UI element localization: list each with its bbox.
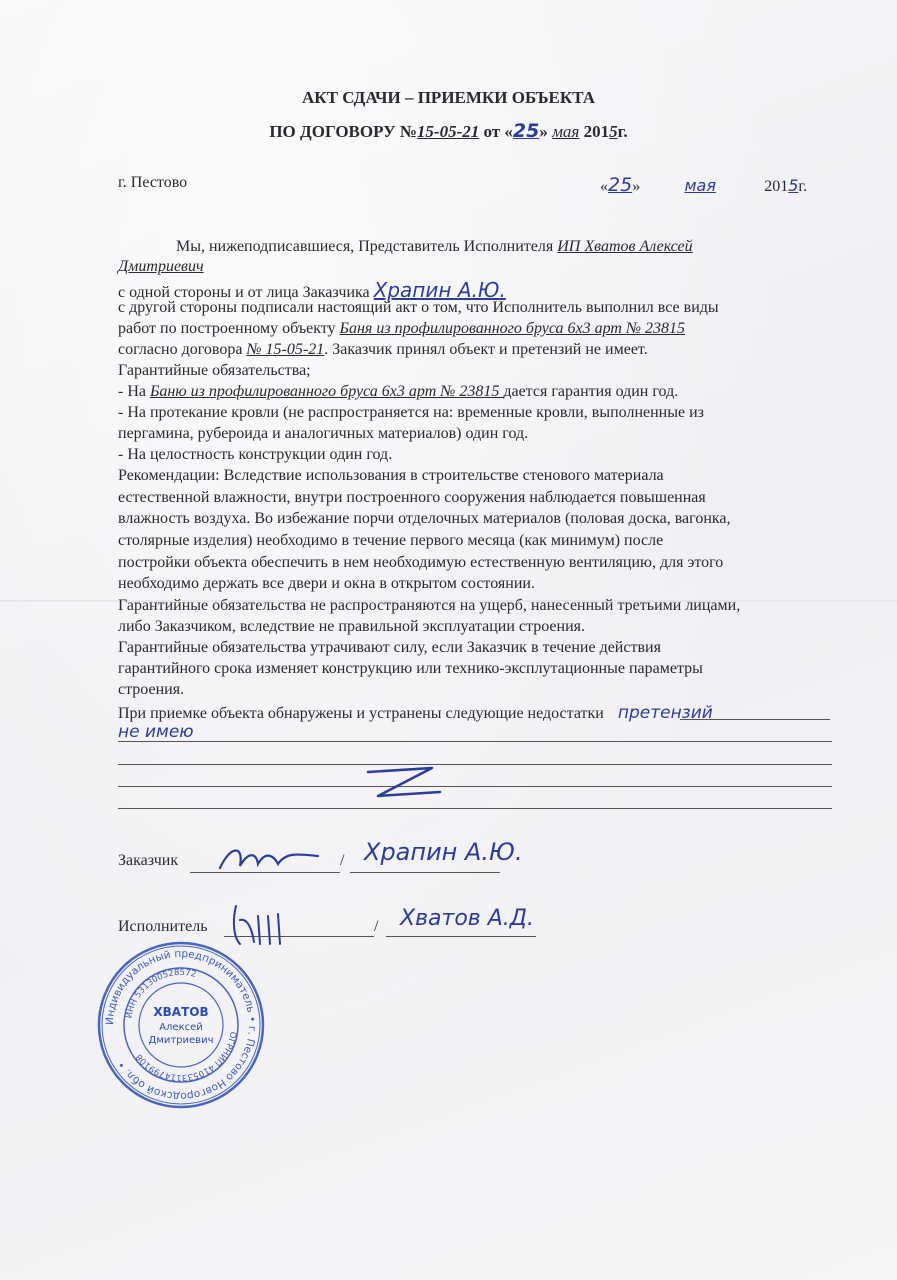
- text-customer-side: с одной стороны и от лица Заказчика: [118, 284, 374, 301]
- body-line-20: Гарантийные обязательства утрачивают силу, если Заказчик в течение действия: [118, 639, 661, 656]
- defects-rule-1: [118, 741, 832, 742]
- text-defects: При приемке объекта обнаружены и устранены следующие недостатки: [118, 705, 604, 722]
- body-line-8: [118, 383, 678, 401]
- contract-year-suffix: 5: [609, 122, 618, 141]
- stamp-patronymic: Дмитриевич: [148, 1035, 214, 1046]
- text-accepted: . Заказчик принял объект и претензий не имеет.: [324, 341, 648, 358]
- contract-month: мая: [552, 122, 580, 141]
- date-year-prefix: 201: [764, 178, 789, 195]
- body-line-16: постройки объекта обеспечить в нем необходимую естественную вентиляцию, для этого: [118, 554, 724, 571]
- date-day: 25: [608, 174, 633, 196]
- contractor-label: Исполнитель: [118, 918, 208, 935]
- customer-name-handwritten: Храпин А.Ю.: [373, 278, 506, 302]
- customer-signature: [214, 838, 324, 878]
- body-line-22: строения.: [118, 681, 185, 698]
- body-line-14: влажность воздуха. Во избежание порчи отделочных материалов (половая доска, вагонка,: [118, 510, 731, 527]
- contract-year-prefix: 201: [579, 122, 610, 141]
- object-name: Баня из профилированного бруса 6х3 арт № 23815: [339, 320, 686, 337]
- body-line-1: [176, 238, 693, 256]
- company-stamp: [96, 940, 266, 1110]
- body-line-13: естественной влажности, внутри построенного сооружения наблюдается повышенная: [118, 489, 706, 506]
- text-on: - На: [118, 383, 150, 400]
- text-representative: Мы, нижеподписавшиеся, Представитель Исполнителя: [176, 238, 558, 255]
- contract-ref: № 15-05-21: [246, 341, 325, 358]
- customer-name-rule: [350, 872, 500, 873]
- executor-name: ИП Хватов Алексей: [557, 238, 693, 255]
- city: г. Пестово: [118, 174, 188, 191]
- body-line-15: столярные изделия) необходимо в течение первого месяца (как минимум) после: [118, 532, 664, 549]
- body-line-21: гарантийного срока изменяет конструкцию или технико-эксплутационные параметры: [118, 660, 703, 677]
- text-warranty-year: дается гарантия один год.: [503, 383, 679, 400]
- contract-from: от «: [479, 122, 513, 141]
- date-year-suffix: 5: [788, 176, 799, 195]
- body-line-5: [118, 320, 685, 338]
- customer-name-handwritten-sign: Храпин А.Ю.: [364, 838, 523, 866]
- body-line-4: с другой стороны подписали настоящий акт о том, что Исполнитель выполнил все виды: [118, 299, 719, 316]
- body-line-23: [118, 703, 713, 723]
- defects-rule-3: [118, 786, 832, 787]
- body-line-6: [118, 341, 648, 359]
- date-open-quote: «: [600, 178, 608, 195]
- contract-line: [0, 120, 897, 142]
- contract-year-end: г.: [617, 122, 628, 141]
- body-line-11: - На целостность конструкции один год.: [118, 446, 393, 463]
- stamp-surname: ХВАТОВ: [153, 1005, 209, 1019]
- contract-day: 25: [512, 120, 540, 142]
- body-line-10: пергамина, рубероида и аналогичных материалов) один год.: [118, 425, 529, 442]
- date-close-quote: »: [632, 178, 641, 195]
- stamp-ogrnip: ОГРНИП 410533114799108: [134, 1030, 238, 1083]
- defects-rule-0: [680, 719, 830, 720]
- stamp-name: Алексей: [159, 1022, 203, 1033]
- body-line-17: необходимо держать все двери и окна в открытом состоянии.: [118, 575, 535, 592]
- contract-number: 15-05-21: [416, 122, 480, 141]
- body-line-19: либо Заказчиком, вследствие не правильной эксплуатации строения.: [118, 618, 585, 635]
- defects-rule-2: [118, 764, 832, 765]
- body-line-2: Дмитриевич: [118, 258, 204, 275]
- stamp-ring-text: Индивидуальный предприниматель • г. Пестово Новгородской обл. •: [103, 947, 259, 1103]
- defects-handwritten-2: не имею: [118, 722, 194, 742]
- date-year-end: г.: [798, 178, 808, 195]
- document-title: АКТ СДАЧИ – ПРИЕМКИ ОБЪЕКТА: [302, 88, 595, 107]
- object-name-2: Баню из профилированного бруса 6х3 арт № 23815: [149, 383, 504, 400]
- contractor-name-handwritten-sign: Хватов А.Д.: [400, 906, 534, 931]
- body-line-18: Гарантийные обязательства не распространяются на ущерб, нанесенный третьими лицами,: [118, 597, 741, 614]
- slash-2: /: [374, 918, 379, 935]
- defects-handwritten-1: претензий: [617, 703, 713, 723]
- body-line-9: - На протекание кровли (не распространяется на: временные кровли, выполненные из: [118, 404, 704, 421]
- contractor-name-rule: [386, 936, 536, 937]
- contract-close: »: [539, 122, 553, 141]
- date-line: [600, 174, 807, 196]
- slash-1: /: [340, 852, 345, 869]
- defects-rule-4: [118, 808, 832, 809]
- date-month: мая: [684, 176, 716, 195]
- strike-mark: [360, 752, 450, 812]
- text-works: работ по построенному объекту: [118, 320, 340, 337]
- text-according: согласно договора: [118, 341, 247, 358]
- contract-prefix: ПО ДОГОВОРУ №: [269, 122, 417, 141]
- body-line-12: Рекомендации: Вследствие использования в строительстве стенового материала: [118, 467, 664, 484]
- body-line-7: Гарантийные обязательства;: [118, 362, 311, 379]
- customer-label: Заказчик: [118, 852, 179, 869]
- stamp-inn: ИНН 531300528572: [124, 967, 198, 1020]
